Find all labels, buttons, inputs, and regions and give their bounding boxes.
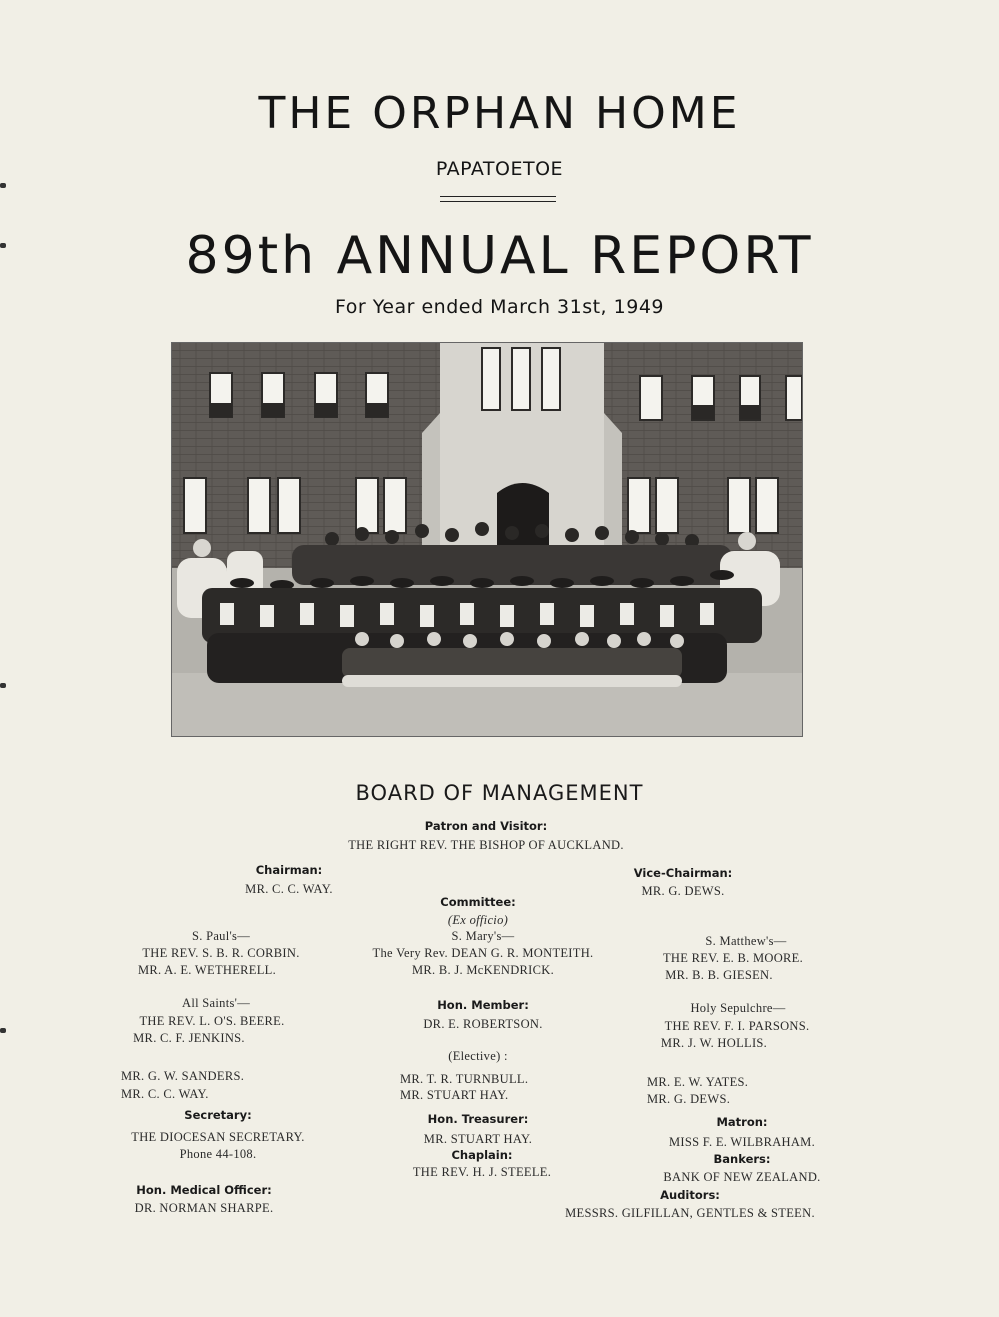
bankers-label: Bankers: — [713, 1152, 771, 1166]
elective-member: MR. C. C. WAY. — [121, 1087, 209, 1101]
elective-member: MR. G. W. SANDERS. — [121, 1069, 245, 1083]
page-title: THE ORPHAN HOME — [258, 88, 741, 139]
treasurer-label: Hon. Treasurer: — [427, 1112, 529, 1126]
secretary-label: Secretary: — [184, 1108, 252, 1122]
vice-chairman-name: MR. G. DEWS. — [641, 884, 725, 898]
elective-member: MR. G. DEWS. — [647, 1092, 731, 1106]
chaplain-label: Chaplain: — [451, 1148, 513, 1162]
patron-label: Patron and Visitor: — [424, 819, 548, 833]
secretary-phone: Phone 44-108. — [179, 1147, 257, 1161]
all-saints-parish: All Saints'— — [181, 996, 251, 1010]
binding-mark — [0, 683, 6, 688]
hon-member-name: DR. E. ROBERTSON. — [423, 1017, 543, 1031]
auditors-name: MESSRS. GILFILLAN, GENTLES & STEEN. — [565, 1206, 815, 1220]
st-marys-member: The Very Rev. DEAN G. R. MONTEITH. — [372, 946, 594, 960]
chairman-name: MR. C. C. WAY. — [245, 882, 333, 896]
st-pauls-member: THE REV. S. B. R. CORBIN. — [142, 946, 300, 960]
st-matthews-member: MR. B. B. GIESEN. — [665, 968, 773, 982]
st-marys-member: MR. B. J. McKENDRICK. — [411, 963, 555, 977]
hon-member-label: Hon. Member: — [437, 998, 529, 1012]
chairman-label: Chairman: — [255, 863, 323, 877]
st-pauls-member: MR. A. E. WETHERELL. — [137, 963, 277, 977]
medical-officer-name: DR. NORMAN SHARPE. — [134, 1201, 274, 1215]
treasurer-name: MR. STUART HAY. — [423, 1132, 533, 1146]
elective-member: MR. T. R. TURNBULL. — [400, 1072, 529, 1086]
ex-officio-note: (Ex officio) — [447, 913, 509, 927]
chaplain-name: THE REV. H. J. STEELE. — [412, 1165, 552, 1179]
divider-line — [440, 196, 556, 197]
st-matthews-parish: S. Matthew's— — [705, 934, 787, 948]
elective-member: MR. STUART HAY. — [400, 1088, 509, 1102]
holy-sepulchre-member: THE REV. F. I. PARSONS. — [664, 1019, 810, 1033]
divider-line — [440, 201, 556, 202]
holy-sepulchre-parish: Holy Sepulchre— — [690, 1001, 786, 1015]
secretary-name: THE DIOCESAN SECRETARY. — [131, 1130, 305, 1144]
holy-sepulchre-member: MR. J. W. HOLLIS. — [660, 1036, 768, 1050]
st-matthews-member: THE REV. E. B. MOORE. — [662, 951, 804, 965]
group-photograph — [171, 342, 803, 737]
vice-chairman-label: Vice-Chairman: — [633, 866, 733, 880]
report-year-line: For Year ended March 31st, 1949 — [335, 296, 664, 318]
binding-mark — [0, 1028, 6, 1033]
all-saints-member: THE REV. L. O'S. BEERE. — [139, 1014, 285, 1028]
board-heading: BOARD OF MANAGEMENT — [355, 781, 644, 805]
matron-name: MISS F. E. WILBRAHAM. — [668, 1135, 816, 1149]
medical-officer-label: Hon. Medical Officer: — [136, 1183, 272, 1197]
elective-member: MR. E. W. YATES. — [647, 1075, 749, 1089]
elective-label: (Elective) : — [448, 1049, 508, 1063]
binding-mark — [0, 183, 6, 188]
st-marys-parish: S. Mary's— — [451, 929, 515, 943]
matron-label: Matron: — [716, 1115, 768, 1129]
patron-name: THE RIGHT REV. THE BISHOP OF AUCKLAND. — [348, 838, 624, 852]
report-title: 89th ANNUAL REPORT — [185, 226, 814, 286]
auditors-label: Auditors: — [660, 1188, 720, 1202]
st-pauls-parish: S. Paul's— — [191, 929, 251, 943]
committee-label: Committee: — [440, 895, 516, 909]
all-saints-member: MR. C. F. JENKINS. — [133, 1031, 245, 1045]
bankers-name: BANK OF NEW ZEALAND. — [663, 1170, 821, 1184]
location-subtitle: PAPATOETOE — [435, 158, 564, 180]
